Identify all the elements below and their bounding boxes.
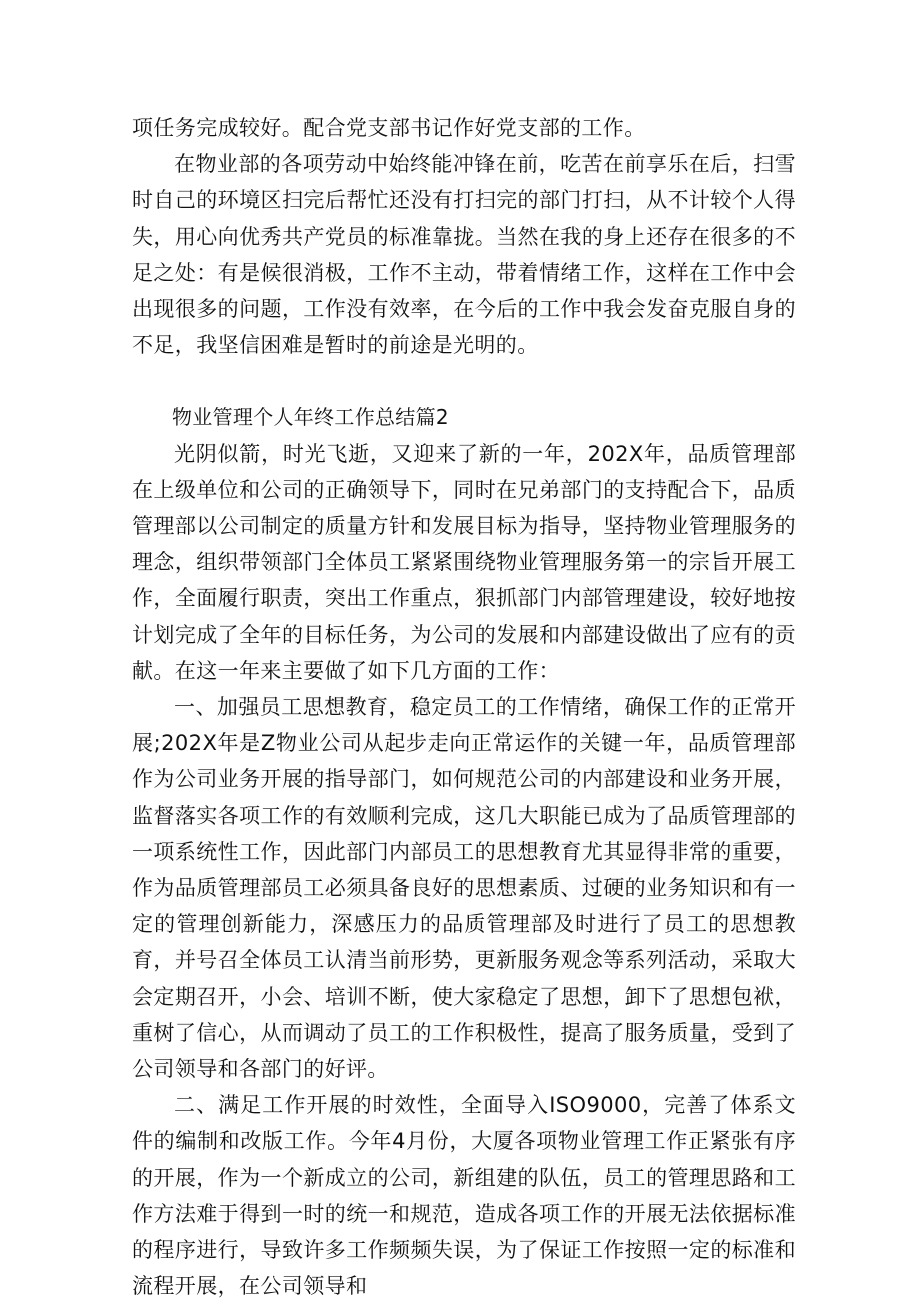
- paragraph-intro: 光阴似箭，时光飞逝，又迎来了新的一年，202X年，品质管理部在上级单位和公司的正确领导下，同时在兄弟部门的支持配合下，品质管理部以公司制定的质量方针和发展目标为指导，坚持物业管理服务的理念，组织带领部门全体员工紧紧围绕物业管理服务第一的宗旨开展工作，全面履行职责，突出工作重点，狠抓部门内部管理建设，较好地按计划完成了全年的目标任务，为公司的发展和内部建设做出了应有的贡献。在这一年来主要做了如下几方面的工作：: [132, 441, 796, 683]
- paragraph-item-two: 二、满足工作开展的时效性，全面导入ISO9000，完善了体系文件的编制和改版工作。今年4月份，大厦各项物业管理工作正紧张有序的开展，作为一个新成立的公司，新组建的队伍，员工的管理思路和工作方法难于得到一时的统一和规范，造成各项工作的开展无法依据标准的程序进行，导致许多工作频频失误，为了保证工作按照一定的标准和流程开展，在公司领导和: [132, 1093, 796, 1299]
- section-heading: 物业管理个人年终工作总结篇2: [172, 405, 449, 430]
- paragraph-item-one: 一、加强员工思想教育，稳定员工的工作情绪，确保工作的正常开展;202X年是Z物业公司从起步走向正常运作的关键一年，品质管理部作为公司业务开展的指导部门，如何规范公司的内部建设和业务开展，监督落实各项工作的有效顺利完成，这几大职能已成为了品质管理部的一项系统性工作，因此部门内部员工的思想教育尤其显得非常的重要，作为品质管理部员工必须具备良好的思想素质、过硬的业务知识和有一定的管理创新能力，深感压力的品质管理部及时进行了员工的思想教育，并号召全体员工认清当前形势，更新服务观念等系列活动，采取大会定期召开，小会、培训不断，使大家稳定了思想，卸下了思想包袱，重树了信心，从而调动了员工的工作积极性，提高了服务质量，受到了公司领导和各部门的好评。: [132, 695, 796, 1082]
- paragraph-self-assessment: 在物业部的各项劳动中始终能冲锋在前，吃苦在前享乐在后，扫雪时自己的环境区扫完后帮忙还没有打扫完的部门打扫，从不计较个人得失，用心向优秀共产党员的标准靠拢。当然在我的身上还存在很多的不足之处：有是候很消极，工作不主动，带着情绪工作，这样在工作中会出现很多的问题，工作没有效率，在今后的工作中我会发奋克服自身的不足，我坚信困难是暂时的前途是光明的。: [132, 152, 796, 358]
- paragraph-continuation: 项任务完成较好。配合党支部书记作好党支部的工作。: [132, 116, 646, 140]
